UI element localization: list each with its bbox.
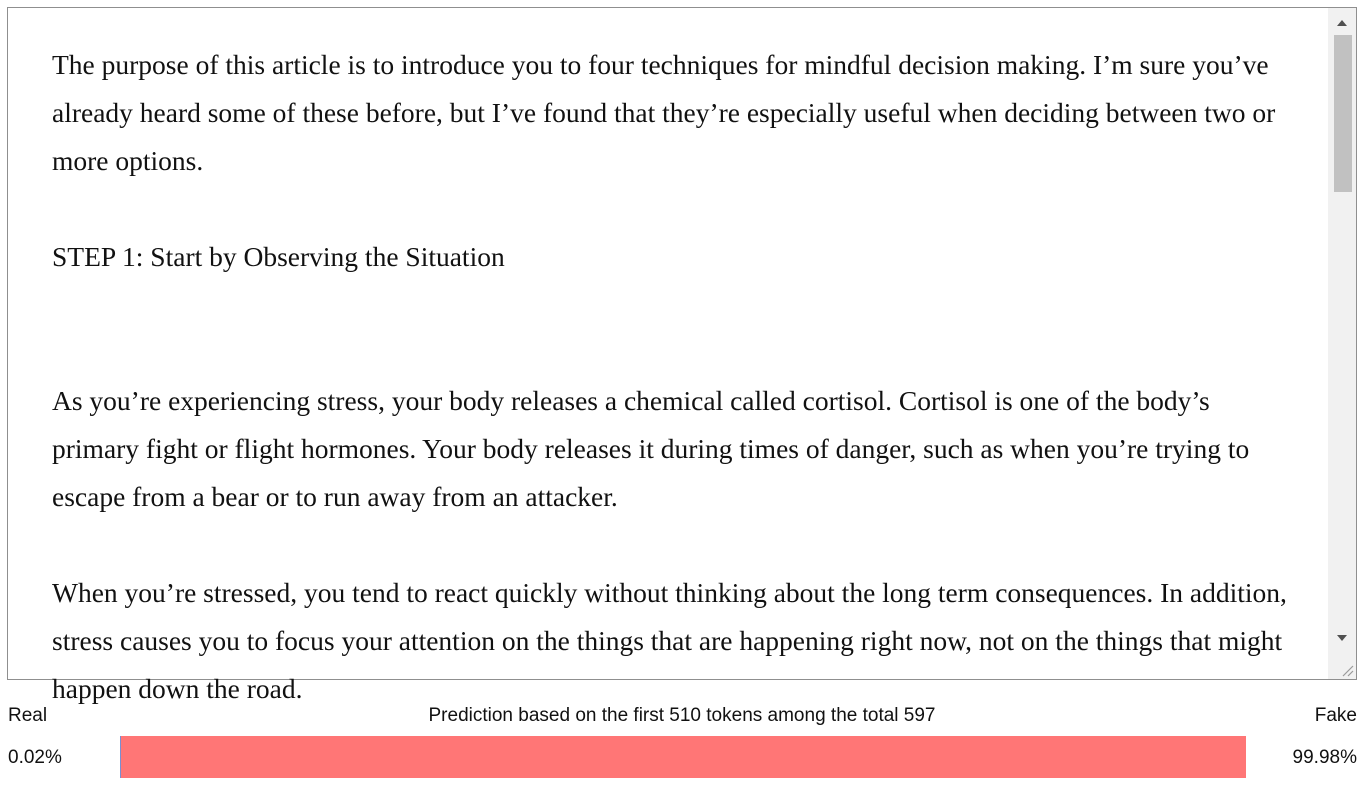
triangle-down-icon [1337, 635, 1347, 641]
article-textarea[interactable] [7, 7, 1357, 704]
paragraph-cortisol: As you’re experiencing stress, your body releases a chemical called cortisol. Cortisol is one of the body’s primary fight or flight hormones. Your body releases it during times of danger, such as when you’re trying to escape from a bear or to run away from an attacker. [52, 385, 1250, 512]
prediction-bar [120, 736, 1246, 778]
paragraph-stress: When you’re stressed, you tend to react quickly without thinking about the long term consequences. In addition, stress causes you to focus your attention on the things that are happening right now, not on the things that might happen down the road. [52, 577, 1287, 704]
fake-label: Fake [1314, 705, 1357, 726]
article-text [52, 41, 1297, 713]
real-percentage: 0.02% [8, 747, 62, 768]
triangle-up-icon [1337, 20, 1347, 26]
fake-percentage: 99.98% [1292, 747, 1357, 768]
scroll-down-button[interactable] [1328, 627, 1356, 649]
real-probability-fill [120, 736, 121, 778]
paragraph-step-heading: STEP 1: Start by Observing the Situation [52, 241, 505, 272]
resize-grip-icon[interactable] [1340, 663, 1354, 677]
vertical-scrollbar[interactable] [1328, 8, 1356, 679]
scroll-up-button[interactable] [1328, 12, 1356, 34]
prediction-caption: Prediction based on the first 510 tokens among the total 597 [428, 705, 936, 726]
real-label: Real [8, 705, 48, 726]
paragraph-intro: The purpose of this article is to introduce you to four techniques for mindful decision making. I’m sure you’ve already heard some of these before, but I’ve found that they’re especially useful when deciding between two or more options. [52, 49, 1276, 176]
scroll-thumb[interactable] [1334, 35, 1352, 192]
